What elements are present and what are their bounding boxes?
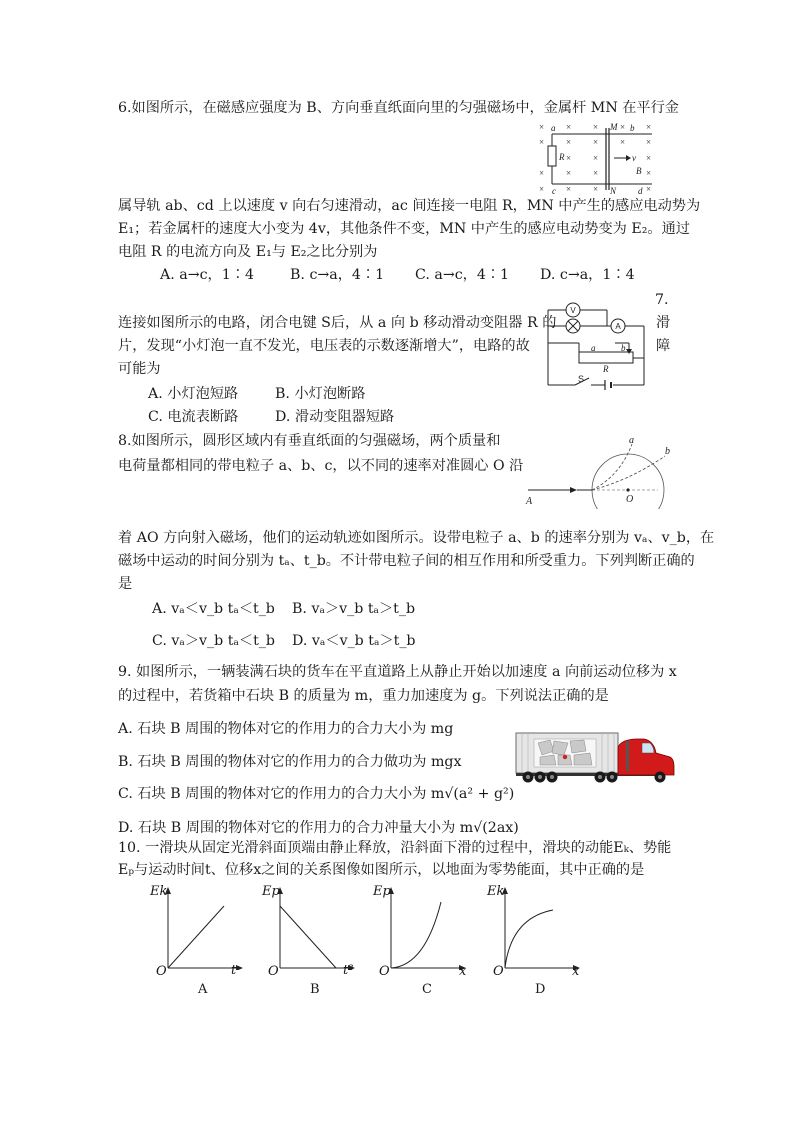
- svg-text:×: ×: [593, 184, 599, 194]
- svg-text:×: ×: [566, 122, 572, 132]
- q8-line-1: 8.如图所示，圆形区域内有垂直纸面的匀强磁场，两个质量和: [118, 433, 501, 449]
- q9-option-a: A. 石块 B 周围的物体对它的作用力的合力大小为 mg: [118, 721, 454, 737]
- q7-label-R: R: [603, 364, 609, 374]
- q9-option-b: B. 石块 B 周围的物体对它的作用力的合力做功为 mgx: [118, 754, 462, 770]
- svg-text:×: ×: [593, 137, 599, 147]
- q9-option-c: C. 石块 B 周围的物体对它的作用力的合力大小为 m√(a² + g²): [118, 786, 515, 802]
- q6-label-N: N: [610, 186, 617, 196]
- q10-graph-d-origin: O: [493, 964, 504, 979]
- q7-option-b: B. 小灯泡断路: [275, 386, 366, 402]
- q6-label-d: d: [638, 186, 643, 196]
- q10-graph-b-caption: B: [310, 982, 320, 997]
- svg-text:×: ×: [646, 168, 652, 178]
- svg-text:×: ×: [646, 184, 652, 194]
- svg-text:×: ×: [539, 122, 545, 132]
- q8-option-c: C. vₐ＞v_b tₐ＜t_b: [152, 633, 275, 649]
- svg-text:×: ×: [566, 168, 572, 178]
- q6-label-a: a: [551, 123, 556, 133]
- q10-graph-b-xlabel: t²: [343, 963, 354, 978]
- q6-label-M: M: [610, 122, 618, 132]
- svg-text:×: ×: [646, 122, 652, 132]
- q10-graph-d-xlabel: x: [572, 964, 580, 979]
- q7-line-1-tail: 滑: [656, 315, 671, 331]
- q7-number: 7.: [655, 292, 669, 308]
- q8-line-5: 是: [118, 576, 133, 592]
- q6-line-4: 电阻 R 的电流方向及 E₁与 E₂之比分别为: [118, 244, 378, 260]
- q8-option-a: A. vₐ＜v_b tₐ＜t_b: [152, 601, 275, 617]
- q6-option-a: A. a→c，1∶4: [160, 267, 254, 283]
- q10-graph-a-ylabel: Ek: [150, 884, 168, 899]
- svg-text:×: ×: [646, 137, 652, 147]
- svg-text:×: ×: [593, 168, 599, 178]
- q10-line-2: Eₚ与运动时间t、位移x之间的关系图像如图所示，以地面为零势能面，其中正确的是: [118, 862, 645, 878]
- q7-label-b: b: [621, 343, 626, 353]
- q9-option-d: D. 石块 B 周围的物体对它的作用力的合力冲量大小为 m√(2ax): [118, 820, 519, 836]
- q6-option-d: D. c→a，1∶4: [540, 267, 635, 283]
- q7-line-1: 连接如图所示的电路，闭合电键 S后，从 a 向 b 移动滑动变阻器 R 的: [118, 315, 557, 331]
- q6-line-1: 6.如图所示，在磁感应强度为 B、方向垂直纸面向里的匀强磁场中，金属杆 MN 在平行金: [118, 100, 679, 116]
- svg-text:×: ×: [593, 122, 599, 132]
- q7-label-A: A: [615, 322, 621, 331]
- q7-label-V: V: [570, 306, 576, 315]
- q7-line-2: 片，发现“小灯泡一直不发光，电压表的示数逐渐增大”，电路的故: [118, 338, 530, 354]
- q6-label-v: v: [632, 153, 636, 163]
- q6-option-b: B. c→a，4∶1: [290, 267, 385, 283]
- q8-label-b: b: [665, 446, 670, 457]
- svg-text:×: ×: [539, 168, 545, 178]
- q6-label-c: c: [552, 186, 556, 196]
- q7-label-S: S: [578, 374, 585, 384]
- q10-graph-a-origin: O: [156, 964, 167, 979]
- q8-label-A: A: [526, 496, 533, 507]
- svg-text:×: ×: [593, 153, 599, 163]
- q8-label-a: a: [629, 435, 634, 446]
- q10-graph-d-ylabel: Ek: [487, 884, 505, 899]
- q8-label-O: O: [626, 494, 634, 505]
- q6-line-3: E₁；若金属杆的速度大小变为 4v，其他条件不变，MN 中产生的感应电动势变为 E₂。通过: [118, 221, 690, 237]
- q10-graph-c-ylabel: Ep: [373, 884, 391, 899]
- svg-text:×: ×: [539, 184, 545, 194]
- svg-text:×: ×: [646, 153, 652, 163]
- q10-graph-d-caption: D: [535, 982, 546, 997]
- q10-graph-c-xlabel: x: [459, 964, 467, 979]
- q9-truck-figure: [514, 731, 676, 783]
- q7-option-d: D. 滑动变阻器短路: [275, 409, 395, 425]
- q6-line-2: 属导轨 ab、cd 上以速度 v 向右匀速滑动，ac 间连接一电阻 R，MN 中产生的感应电动势为: [118, 198, 701, 214]
- q6-label-B: B: [636, 166, 642, 176]
- q6-label-b: b: [630, 123, 635, 133]
- q8-option-d: D. vₐ＜v_b tₐ＞t_b: [292, 633, 416, 649]
- q8-line-4: 磁场中运动的时间分别为 tₐ、t_b。不计带电粒子间的相互作用和所受重力。下列判断正确的: [118, 553, 695, 569]
- svg-text:×: ×: [566, 153, 572, 163]
- q9-line-2: 的过程中，若货箱中石块 B 的质量为 m，重力加速度为 g。下列说法正确的是: [118, 688, 609, 704]
- q10-graph-b-ylabel: Ep: [262, 884, 280, 899]
- q10-graph-a-xlabel: t: [231, 963, 237, 978]
- q8-figure: [520, 434, 685, 509]
- q6-option-c: C. a→c，4∶1: [415, 267, 510, 283]
- q10-graph-a-caption: A: [198, 982, 208, 997]
- q7-line-3: 可能为: [118, 361, 161, 377]
- q10-line-1: 10. 一滑块从固定光滑斜面顶端由静止释放，沿斜面下滑的过程中，滑块的动能Eₖ、势能: [118, 840, 672, 856]
- q7-option-a: A. 小灯泡短路: [148, 386, 239, 402]
- svg-text:×: ×: [539, 137, 545, 147]
- q8-option-b: B. vₐ＞v_b tₐ＞t_b: [292, 601, 416, 617]
- q10-graph-c-caption: C: [422, 982, 432, 997]
- svg-text:×: ×: [620, 137, 626, 147]
- q7-option-c: C. 电流表断路: [148, 409, 239, 425]
- q9-line-1: 9. 如图所示，一辆装满石块的货车在平直道路上从静止开始以加速度 a 向前运动位移为 x: [118, 664, 677, 680]
- svg-text:×: ×: [566, 184, 572, 194]
- q10-graph-b-origin: O: [268, 964, 279, 979]
- q6-label-R: R: [559, 152, 565, 162]
- q7-label-a: a: [591, 343, 596, 353]
- q10-graph-c-origin: O: [379, 964, 390, 979]
- svg-text:×: ×: [620, 122, 626, 132]
- q6-figure: [538, 118, 658, 196]
- q8-line-2: 电荷量都相同的带电粒子 a、b、c，以不同的速率对准圆心 O 沿: [118, 458, 524, 474]
- q7-circuit-figure: [545, 298, 647, 390]
- svg-text:×: ×: [566, 137, 572, 147]
- q7-line-2-tail: 障: [656, 338, 671, 354]
- q8-line-3: 着 AO 方向射入磁场，他们的运动轨迹如图所示。设带电粒子 a、b 的速率分别为 vₐ、v_b，在: [118, 530, 715, 546]
